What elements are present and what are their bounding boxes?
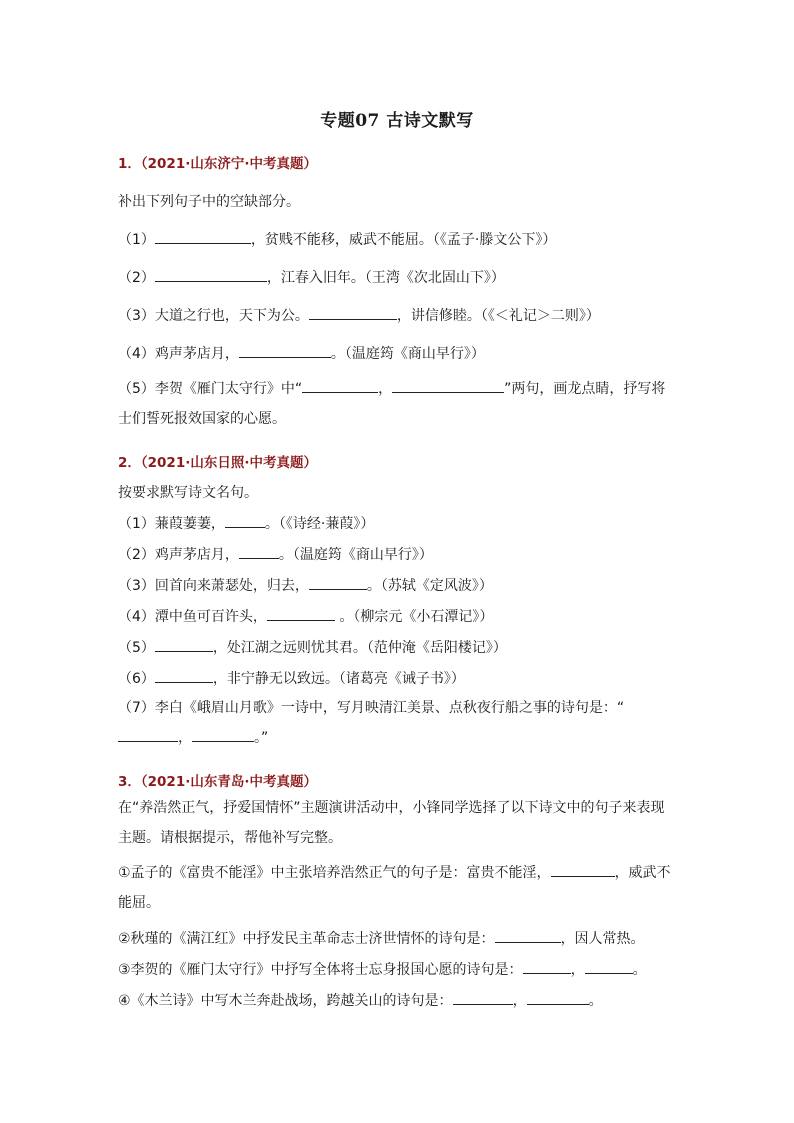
item-text: （5） <box>118 640 155 656</box>
question-1-heading: 1．（2021·山东济宁·中考真题） <box>118 156 317 172</box>
answer-blank[interactable] <box>155 637 213 652</box>
item-text: ， <box>570 962 585 978</box>
answer-blank[interactable] <box>155 229 251 244</box>
answer-blank[interactable] <box>267 606 335 621</box>
answer-blank[interactable] <box>155 668 213 683</box>
answer-blank[interactable] <box>495 928 561 943</box>
item-text: 。（温庭筠《商山早行》） <box>330 346 485 362</box>
answer-blank[interactable] <box>192 727 254 742</box>
item-text: ③李贺的《雁门太守行》中抒写全体将士忘身报国心愿的诗句是： <box>118 962 523 978</box>
item-text: （3）大道之行也，天下为公。 <box>118 308 309 324</box>
item-text: ， <box>512 993 527 1009</box>
question-2-item-5 <box>118 637 678 657</box>
answer-blank[interactable] <box>239 544 279 559</box>
question-2-item-3 <box>118 575 678 595</box>
question-3-item-4 <box>118 990 678 1010</box>
item-text: （2） <box>118 270 155 286</box>
item-text: ， <box>378 381 393 397</box>
answer-blank[interactable] <box>551 862 615 877</box>
answer-blank[interactable] <box>527 990 589 1005</box>
question-1-instruction: 补出下列句子中的空缺部分。 <box>118 194 300 210</box>
item-text: ④《木兰诗》中写木兰奔赴战场，跨越关山的诗句是： <box>118 993 453 1009</box>
page-title: 专题07 古诗文默写 <box>320 111 474 131</box>
item-text: ，处江湖之远则忧其君。（范仲淹《岳阳楼记》） <box>212 640 507 656</box>
item-text: （4）潭中鱼可百许头， <box>118 609 267 625</box>
answer-blank[interactable] <box>118 727 178 742</box>
item-text: （5）李贺《雁门太守行》中“ <box>118 381 303 397</box>
item-text: ①孟子的《富贵不能淫》中主张培养浩然正气的句子是：富贵不能淫， <box>118 865 551 881</box>
item-text: ，讲信修睦。（《＜礼记＞二则》） <box>396 308 600 324</box>
answer-blank[interactable] <box>453 990 513 1005</box>
question-3-item-2 <box>118 928 678 948</box>
question-3-item-3 <box>118 959 678 979</box>
item-text: （6） <box>118 671 155 687</box>
item-text: 。” <box>254 730 269 746</box>
item-text: （4）鸡声茅店月， <box>118 346 239 362</box>
question-2-item-1 <box>118 513 678 533</box>
item-text: ，江春入旧年。（王湾《次北固山下》） <box>266 270 505 286</box>
answer-blank[interactable] <box>309 305 397 320</box>
question-3-intro: 在“养浩然正气，抒爱国情怀”主题演讲活动中，小锋同学选择了以下诗文中的句子来表现主题。请根据提示，帮他补写完整。 <box>118 800 665 846</box>
item-text: 。（温庭筠《商山早行》） <box>278 547 433 563</box>
item-text: ，威武不能屈。 <box>118 865 671 911</box>
item-text: 。（柳宗元《小石潭记》） <box>334 609 494 625</box>
question-2-instruction: 按要求默写诗文名句。 <box>118 485 258 501</box>
item-text: （1）蒹葭萋萋， <box>118 516 225 532</box>
question-2-item-6 <box>118 668 678 688</box>
answer-blank[interactable] <box>585 959 633 974</box>
answer-blank[interactable] <box>309 575 367 590</box>
question-1-item-1 <box>118 229 678 249</box>
item-text: ，非宁静无以致远。（诸葛亮《诫子书》） <box>212 671 465 687</box>
item-text: ，贫贱不能移，威武不能屈。（《孟子·滕文公下》） <box>250 232 557 248</box>
question-3-item-1 <box>118 858 678 918</box>
answer-blank[interactable] <box>225 513 265 528</box>
answer-blank[interactable] <box>239 343 331 358</box>
item-text: ②秋瑾的《满江红》中抒发民主革命志士济世情怀的诗句是： <box>118 931 495 947</box>
question-1-item-4 <box>118 343 678 363</box>
item-text: （2）鸡声茅店月， <box>118 547 239 563</box>
question-2-item-2 <box>118 544 678 564</box>
question-2-heading: 2．（2021·山东日照·中考真题） <box>118 455 317 471</box>
question-1-item-3 <box>118 305 678 325</box>
item-text: ， <box>178 730 192 746</box>
question-2-item-7 <box>118 693 678 753</box>
question-1-item-5 <box>118 374 678 434</box>
answer-blank[interactable] <box>302 378 378 393</box>
answer-blank[interactable] <box>523 959 571 974</box>
item-text: （7）李白《峨眉山月歌》一诗中，写月映清江美景、点秋夜行船之事的诗句是：“ <box>118 700 625 716</box>
item-text: ，因人常热。 <box>560 931 645 947</box>
item-text: 。（苏轼《定风波》） <box>366 578 493 594</box>
question-3-heading: 3．（2021·山东青岛·中考真题） <box>118 774 317 790</box>
answer-blank[interactable] <box>155 267 267 282</box>
item-text: （1） <box>118 232 155 248</box>
question-2-item-4 <box>118 606 678 626</box>
answer-blank[interactable] <box>392 378 504 393</box>
item-text: 。 <box>588 993 603 1009</box>
item-text: 。（《诗经·蒹葭》） <box>264 516 375 532</box>
item-text: 。 <box>632 962 647 978</box>
item-text: ”两句，画龙点睛，抒写将士们誓死报效国家的心愿。 <box>118 381 666 427</box>
item-text: （3）回首向来萧瑟处，归去， <box>118 578 309 594</box>
question-1-item-2 <box>118 267 678 287</box>
